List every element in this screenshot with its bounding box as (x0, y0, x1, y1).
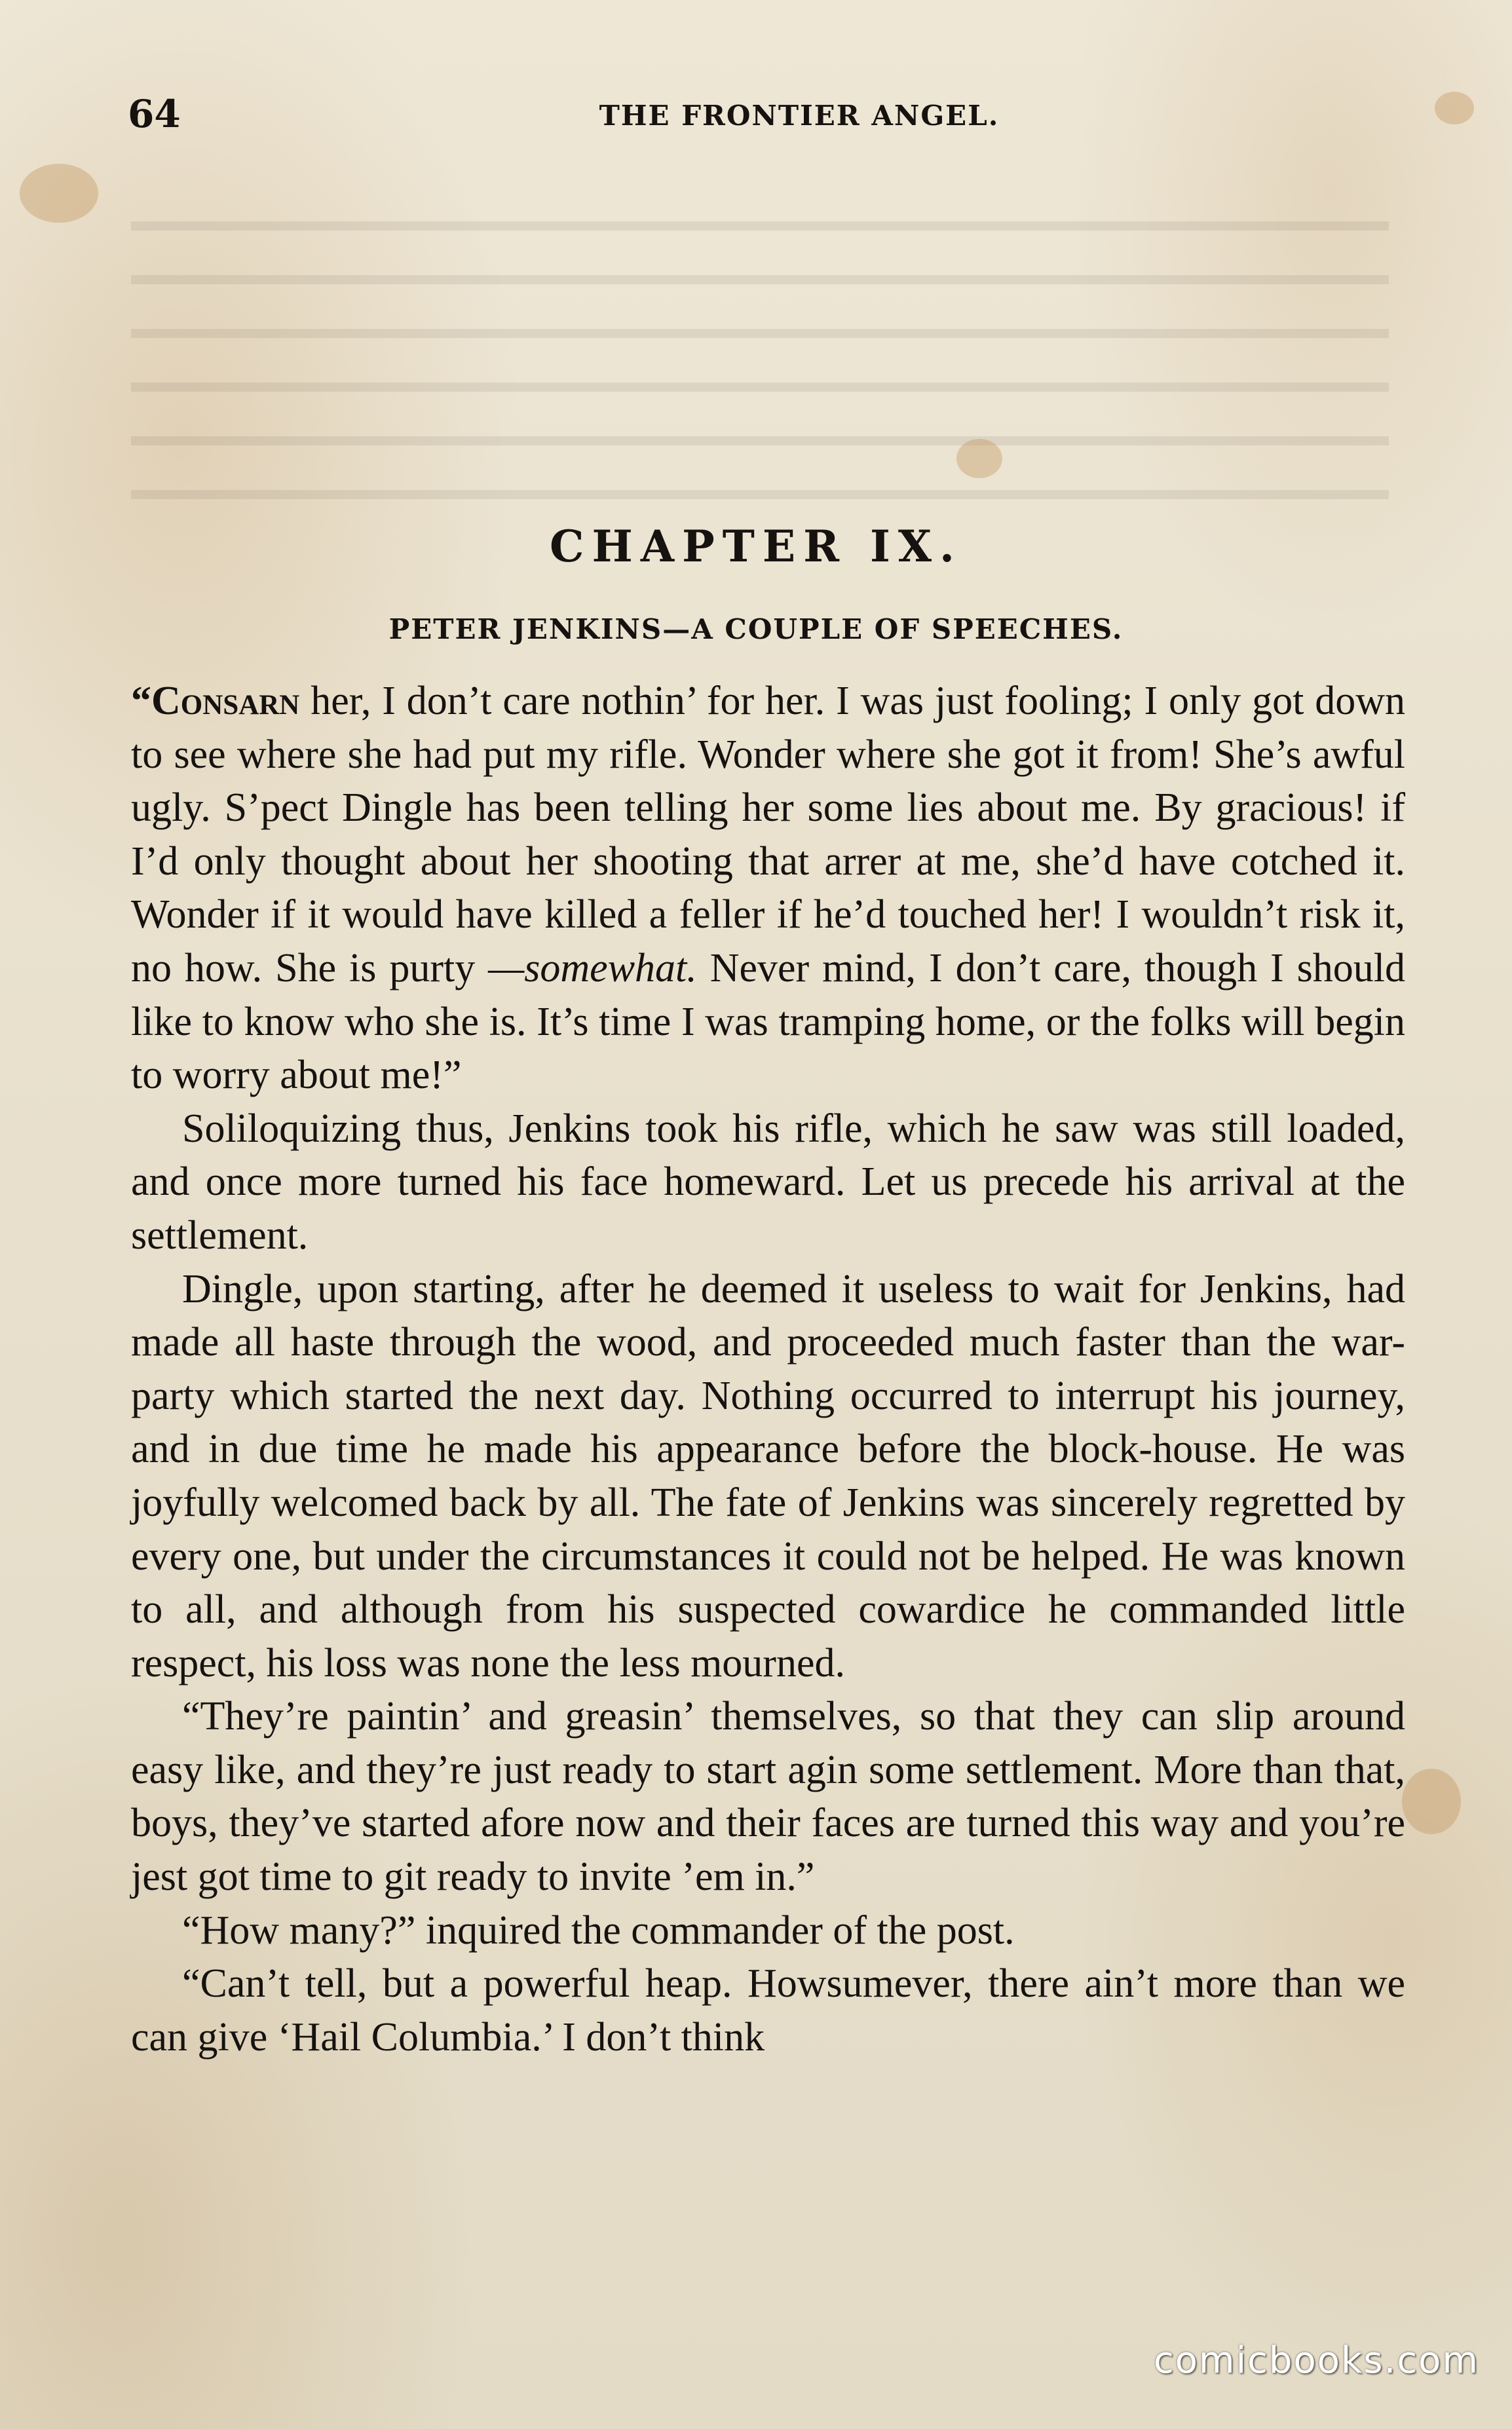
paper-stain (1402, 1769, 1461, 1834)
paper-stain (1435, 92, 1474, 124)
page-number: 64 (128, 92, 181, 136)
paragraph: Soliloquizing thus, Jenkins took his rifle, which he saw was still loaded, and once more turned his face homeward. Let us precede his arrival at the settlement. (131, 1106, 1405, 1258)
paragraph: “They’re paintin’ and greasin’ themselves, so that they can slip around easy like, and they’re just ready to start agin some settlement. More than that, boys, they’ve started afore now and their faces are turned this way and you’re jest got time to git ready to invite ’em in.” (131, 1694, 1405, 1900)
running-title: THE FRONTIER ANGEL. (599, 100, 1000, 132)
paragraph-text: Never mind, I don’t care, though I should like to know who she is. It’s time I was tramping home, or the folks will begin to worry about me!” (131, 945, 1405, 1098)
paragraph-lead-word: “Consarn (131, 679, 300, 723)
emphasized-text: —somewhat. (488, 945, 697, 990)
reverse-side-bleed-through (131, 197, 1389, 537)
paragraph: “Can’t tell, but a powerful heap. Howsumever, there ain’t more than we can give ‘Hail Columbia.’ I don’t think (131, 1961, 1405, 2060)
chapter-subtitle: PETER JENKINS—A COUPLE OF SPEECHES. (388, 613, 1124, 645)
watermark: comicbooks.com (1153, 2339, 1479, 2382)
paragraph: “How many?” inquired the commander of the post. (182, 1908, 1015, 1953)
body-text (131, 675, 1405, 2064)
running-head (128, 92, 1405, 138)
paragraph-text: her, I don’t care nothin’ for her. I was just fooling; I only got down to see where she had put my rifle. Wonder where she got it from! She’s awful ugly. S’pect Dingle has been telling her some lies about me. By gracious! if I’d only thought about her shooting that arrer at me, she’d have cotched it. Wonder if it would have killed a feller if he’d touched her! I wouldn’t risk it, no how. She is purty (131, 679, 1405, 990)
paragraph: Dingle, upon starting, after he deemed it useless to wait for Jenkins, had made all haste through the wood, and proceeded much faster than the war-party which started the next day. Nothing occurred to interrupt his journey, and in due time he made his appearance before the block-house. He was joyfully welcomed back by all. The fate of Jenkins was sincerely regretted by every one, but under the circumstances it could not be helped. He was known to all, and although from his suspected cowardice he commanded little respect, his loss was none the less mourned. (131, 1266, 1405, 1685)
paper-stain (20, 164, 98, 223)
chapter-title: CHAPTER IX. (549, 521, 963, 572)
paragraph (131, 675, 1405, 1102)
paper-stain (956, 439, 1002, 478)
